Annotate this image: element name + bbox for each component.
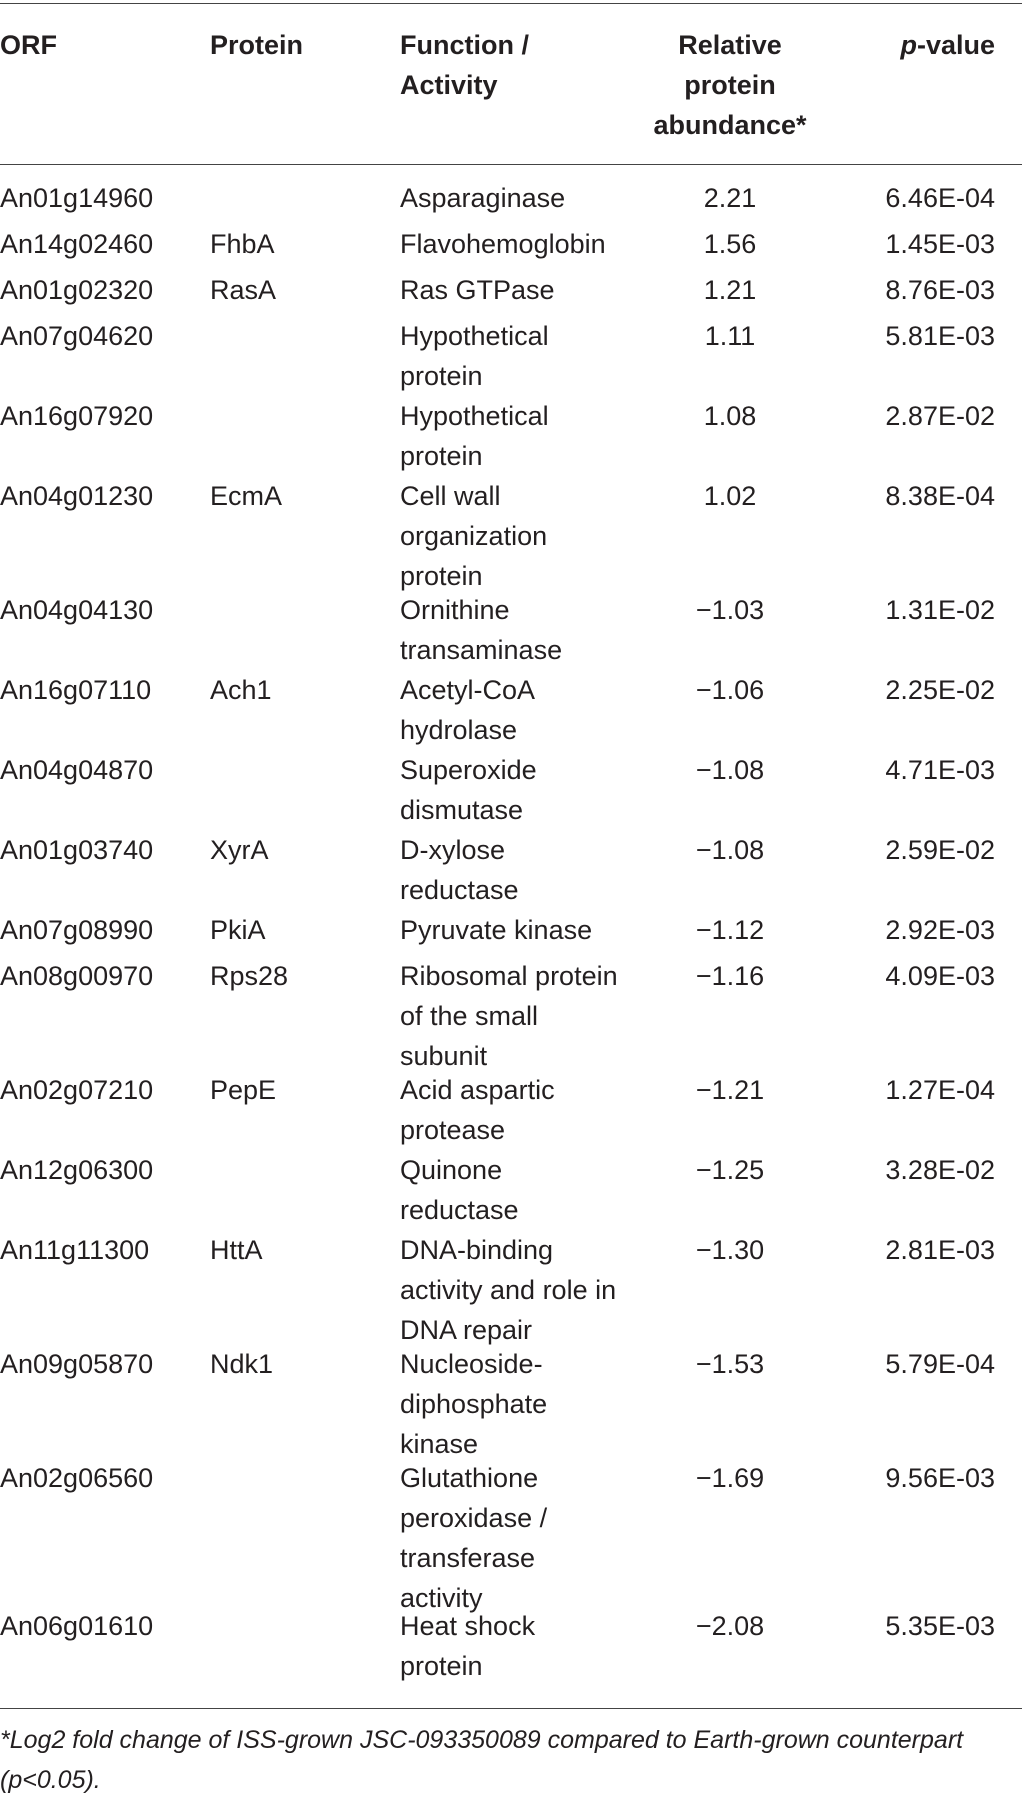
row-p-value: 1.31E-02: [885, 595, 995, 625]
header-p-value: [840, 25, 995, 65]
header-p-value-italic: p: [900, 30, 917, 60]
row-p-value: 5.79E-04: [885, 1349, 995, 1379]
row-orf: An12g06300: [0, 1155, 154, 1185]
row-function: Superoxide dismutase: [400, 755, 537, 825]
row-protein: Ach1: [210, 675, 272, 705]
table-header-rule: [0, 164, 1022, 165]
row-relative-abundance: −1.08: [695, 835, 765, 865]
table-bottom-rule: [0, 1708, 1022, 1709]
row-protein: PkiA: [210, 915, 266, 945]
row-orf: An09g05870: [0, 1349, 154, 1379]
row-protein: RasA: [210, 275, 277, 305]
row-relative-abundance: 1.02: [703, 481, 757, 511]
header-protein: Protein: [210, 30, 304, 60]
row-orf: An01g14960: [0, 183, 154, 213]
row-orf: An07g04620: [0, 321, 154, 351]
row-orf: An02g06560: [0, 1463, 154, 1493]
row-protein: EcmA: [210, 481, 283, 511]
row-p-value: 5.81E-03: [885, 321, 995, 351]
row-function: Heat shock protein: [400, 1611, 536, 1681]
row-p-value: 4.71E-03: [885, 755, 995, 785]
row-orf: An16g07920: [0, 401, 154, 431]
row-relative-abundance: −1.25: [695, 1155, 765, 1185]
row-relative-abundance: 1.21: [703, 275, 757, 305]
row-relative-abundance: −1.53: [695, 1349, 765, 1379]
row-function: Ribosomal protein of the small subunit: [400, 961, 618, 1071]
row-orf: An01g02320: [0, 275, 154, 305]
row-orf: An07g08990: [0, 915, 154, 945]
row-function: Ras GTPase: [400, 275, 555, 305]
row-relative-abundance: −1.21: [695, 1075, 765, 1105]
row-function: Acetyl-CoA hydrolase: [400, 675, 536, 745]
row-function: Acid aspartic protease: [400, 1075, 555, 1145]
row-relative-abundance: 1.11: [704, 321, 756, 351]
row-protein: FhbA: [210, 229, 275, 259]
row-p-value: 2.92E-03: [885, 915, 995, 945]
row-p-value: 2.81E-03: [885, 1235, 995, 1265]
row-function: Cell wall organization protein: [400, 481, 548, 591]
row-relative-abundance: −1.16: [695, 961, 765, 991]
header-orf: ORF: [0, 30, 57, 60]
row-relative-abundance: −1.03: [695, 595, 765, 625]
header-p-value-rest: -value: [916, 30, 995, 60]
row-relative-abundance: −1.06: [695, 675, 765, 705]
row-relative-abundance: 1.56: [703, 229, 757, 259]
table-top-rule: [0, 3, 1022, 4]
row-function: Flavohemoglobin: [400, 229, 606, 259]
row-orf: An11g11300: [0, 1235, 150, 1265]
row-protein: XyrA: [210, 835, 269, 865]
row-p-value: 8.76E-03: [885, 275, 995, 305]
row-orf: An06g01610: [0, 1611, 154, 1641]
row-p-value: 8.38E-04: [885, 481, 995, 511]
row-protein: Rps28: [210, 961, 289, 991]
row-relative-abundance: 1.08: [703, 401, 757, 431]
row-protein: HttA: [210, 1235, 263, 1265]
row-orf: An04g01230: [0, 481, 154, 511]
row-relative-abundance: −1.12: [695, 915, 765, 945]
row-function: Hypothetical protein: [400, 401, 549, 471]
row-protein: Ndk1: [210, 1349, 274, 1379]
row-protein: PepE: [210, 1075, 277, 1105]
row-orf: An01g03740: [0, 835, 154, 865]
row-function: DNA-binding activity and role in DNA repair: [400, 1235, 617, 1345]
row-orf: An08g00970: [0, 961, 154, 991]
row-p-value: 1.27E-04: [885, 1075, 995, 1105]
row-relative-abundance: −2.08: [695, 1611, 765, 1641]
row-function: Glutathione peroxidase / transferase activity: [400, 1463, 548, 1613]
row-orf: An04g04130: [0, 595, 154, 625]
row-orf: An04g04870: [0, 755, 154, 785]
row-p-value: 6.46E-04: [885, 183, 995, 213]
row-relative-abundance: −1.30: [695, 1235, 765, 1265]
row-function: Quinone reductase: [400, 1155, 519, 1225]
row-function: Hypothetical protein: [400, 321, 549, 391]
row-p-value: 2.25E-02: [885, 675, 995, 705]
row-function: D-xylose reductase: [400, 835, 519, 905]
row-function: Nucleoside- diphosphate kinase: [400, 1349, 548, 1459]
row-p-value: 4.09E-03: [885, 961, 995, 991]
row-orf: An14g02460: [0, 229, 154, 259]
table-footnote: *Log2 fold change of ISS-grown JSC-093350089 compared to Earth-grown counterpart (p<0.05).: [0, 1726, 964, 1794]
row-p-value: 3.28E-02: [885, 1155, 995, 1185]
row-function: Asparaginase: [400, 183, 566, 213]
row-p-value: 2.59E-02: [885, 835, 995, 865]
header-function: Function / Activity: [400, 30, 529, 100]
row-function: Ornithine transaminase: [400, 595, 563, 665]
row-p-value: 1.45E-03: [885, 229, 995, 259]
row-relative-abundance: 2.21: [703, 183, 757, 213]
row-p-value: 2.87E-02: [885, 401, 995, 431]
row-orf: An16g07110: [0, 675, 152, 705]
header-relative-abundance: Relative protein abundance*: [653, 30, 807, 140]
row-orf: An02g07210: [0, 1075, 154, 1105]
row-relative-abundance: −1.69: [695, 1463, 765, 1493]
row-p-value: 5.35E-03: [885, 1611, 995, 1641]
row-function: Pyruvate kinase: [400, 915, 593, 945]
row-relative-abundance: −1.08: [695, 755, 765, 785]
row-p-value: 9.56E-03: [885, 1463, 995, 1493]
